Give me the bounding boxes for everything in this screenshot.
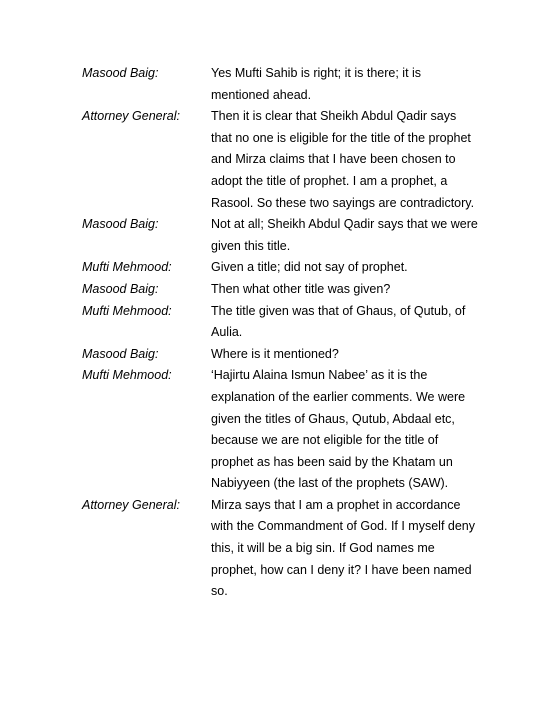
transcript-entry (82, 214, 482, 257)
speaker-name: Masood Baig: (82, 346, 159, 361)
transcript-entry (82, 301, 482, 344)
speaker-name: Attorney General: (82, 497, 180, 512)
speech-text: ‘Hajirtu Alaina Ismun Nabee’ as it is the explanation of the earlier comments. We were given the titles of Ghaus, Qutub, Abdaal etc, because we are not eligible for the title of prophet as has been said by the Khatam un Nabiyyeen (the last of the prophets (SAW). (211, 368, 466, 491)
speaker-name: Masood Baig: (82, 281, 159, 296)
transcript-entry (82, 279, 482, 301)
speech-text: Yes Mufti Sahib is right; it is there; it is mentioned ahead. (211, 66, 422, 102)
speech-text: Mirza says that I am a prophet in accordance with the Commandment of God. If I myself deny this, it will be a big sin. If God names me prophet, how can I deny it? I have been named so. (211, 497, 476, 599)
speaker-name: Attorney General: (82, 109, 180, 124)
transcript-entry (82, 495, 482, 603)
transcript (82, 63, 482, 603)
transcript-entry (82, 365, 482, 495)
speech-text: Given a title; did not say of prophet. (211, 260, 408, 275)
transcript-entry (82, 63, 482, 106)
speech-text: Not at all; Sheikh Abdul Qadir says that we were given this title. (211, 217, 478, 253)
speech-text: Where is it mentioned? (211, 346, 339, 361)
speaker-name: Mufti Mehmood: (82, 368, 172, 383)
speaker-name: Masood Baig: (82, 217, 159, 232)
speech-text: The title given was that of Ghaus, of Qutub, of Aulia. (211, 303, 466, 340)
transcript-entry (82, 257, 482, 279)
speaker-name: Mufti Mehmood: (82, 303, 172, 318)
speaker-name: Masood Baig: (82, 66, 159, 80)
transcript-entry (82, 106, 482, 214)
transcript-entry (82, 344, 482, 366)
speech-text: Then what other title was given? (211, 281, 391, 296)
speaker-name: Mufti Mehmood: (82, 260, 172, 275)
speech-text: Then it is clear that Sheikh Abdul Qadir says that no one is eligible for the title of the prophet and Mirza claims that I have been chosen to adopt the title of prophet. I am a prophet, a Rasool. So these two sayings are contradictory. (211, 109, 475, 210)
